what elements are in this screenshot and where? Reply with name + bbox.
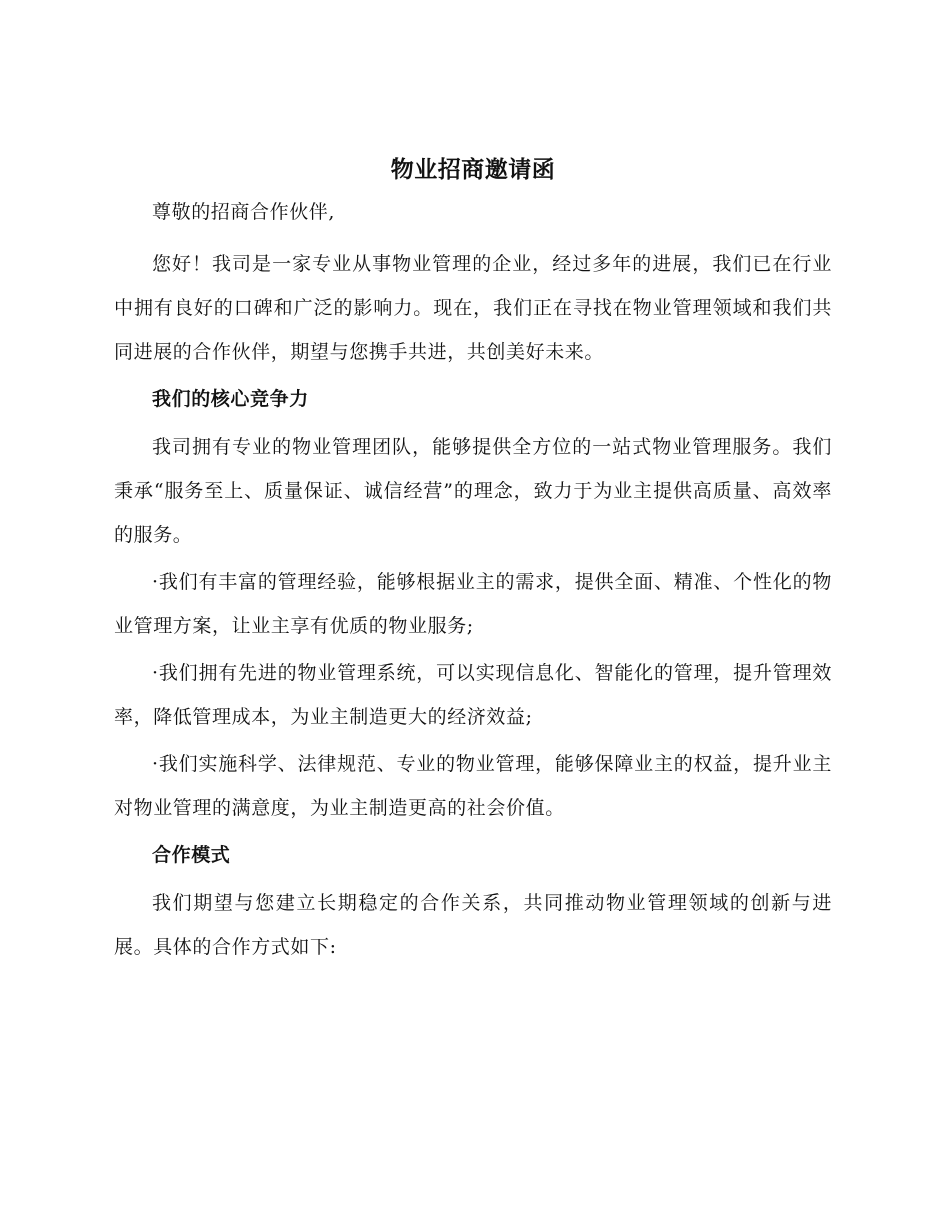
bullet-item: ·我们实施科学、法律规范、专业的物业管理，能够保障业主的权益，提升业主对物业管理的满意度，为业主制造更高的社会价值。 — [114, 753, 832, 819]
salutation: 尊敬的招商合作伙伴, — [152, 201, 336, 223]
section-heading-core-competence: 我们的核心竞争力 — [152, 388, 309, 410]
bullet-item: ·我们有丰富的管理经验，能够根据业主的需求，提供全面、精准、个性化的物业管理方案，让业主享有优质的物业服务; — [114, 571, 832, 637]
section-heading-cooperation-mode: 合作模式 — [152, 844, 231, 866]
bullet-item: ·我们拥有先进的物业管理系统，可以实现信息化、智能化的管理，提升管理效率，降低管理成本，为业主制造更大的经济效益; — [114, 662, 832, 728]
core-competence-paragraph: 我司拥有专业的物业管理团队，能够提供全方位的一站式物业管理服务。我们秉承“服务至上、质量保证、诚信经营”的理念，致力于为业主提供高质量、高效率的服务。 — [114, 436, 832, 546]
intro-paragraph: 您好！我司是一家专业从事物业管理的企业，经过多年的进展，我们已在行业中拥有良好的口碑和广泛的影响力。现在，我们正在寻找在物业管理领域和我们共同进展的合作伙伴，期望与您携手共进，共创美好未来。 — [114, 253, 832, 363]
cooperation-mode-paragraph: 我们期望与您建立长期稳定的合作关系，共同推动物业管理领域的创新与进展。具体的合作方式如下: — [114, 892, 832, 958]
document-title: 物业招商邀请函 — [390, 157, 556, 183]
document-body — [114, 150, 832, 972]
